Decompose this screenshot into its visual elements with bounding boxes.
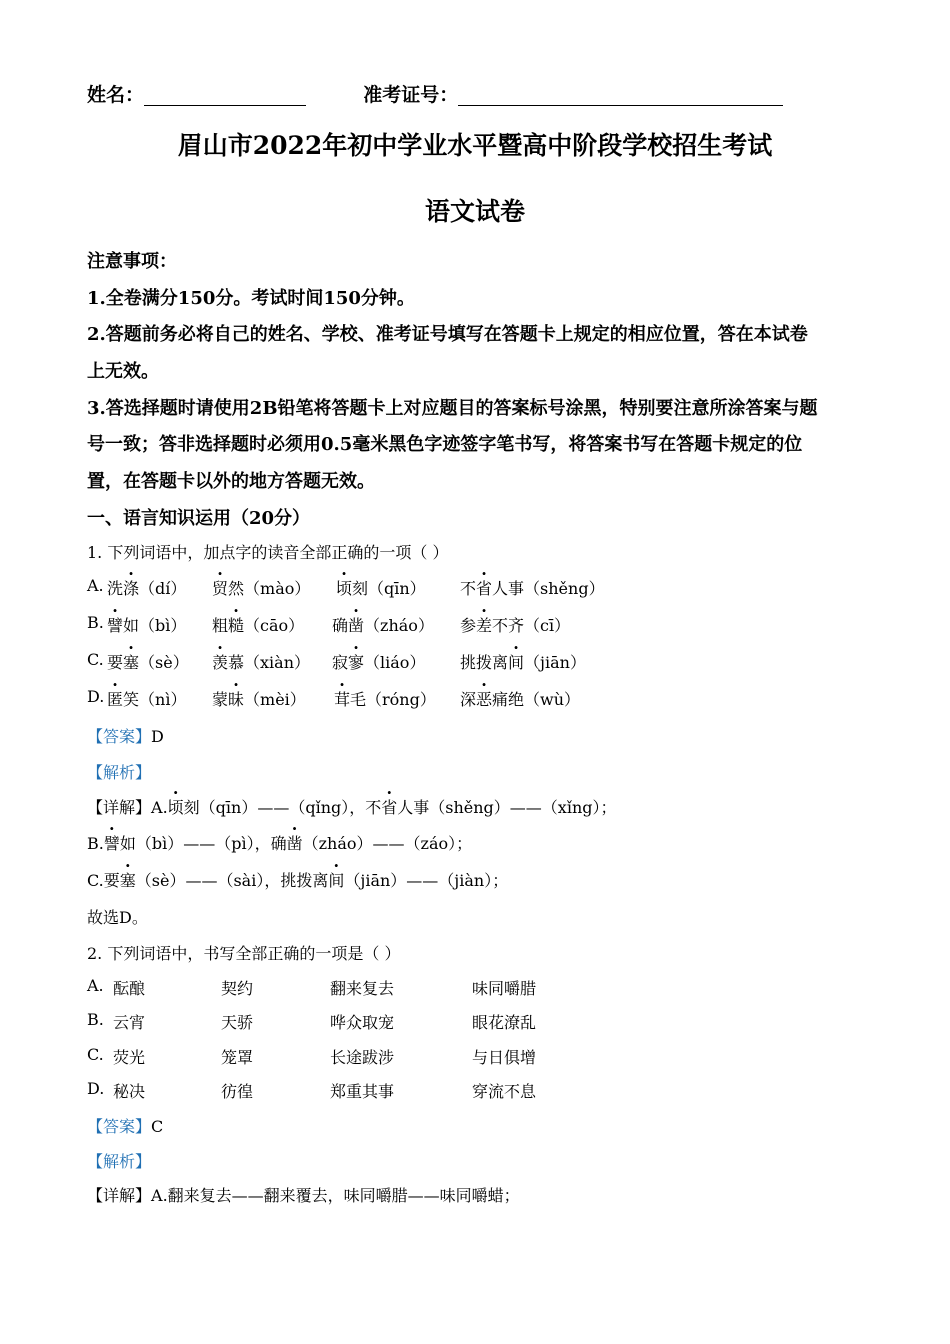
option-word: 秘决 [113,1082,146,1101]
explanation-line: B.譬如（bì）——（pì），确凿（zháo）——（záo）； [87,834,473,853]
option-word: 顷刻（qīn） [336,579,426,598]
section-heading: 一、语言知识运用（20分） [87,508,311,529]
page-subtitle: 语文试卷 [424,197,525,226]
option-word: 确凿（zháo） [332,616,434,635]
answer-tag: 【答案】 [87,1117,152,1136]
answer-value: C [151,1117,164,1136]
notice-line: 号一致；答非选择题时必须用0.5毫米黑色字迹签字笔书写，将答案书写在答题卡规定的位 [87,434,803,455]
option-word: 参差不齐（cī） [460,616,571,635]
conclusion-line: 故选D。 [87,908,148,927]
option-word: 穿流不息 [472,1082,537,1101]
option-label: A. [87,976,104,995]
notice-heading: 注意事项： [87,251,177,272]
option-word: 要塞（sè） [107,653,189,672]
option-label: D. [87,687,105,706]
option-word: 粗糙（cāo） [212,616,305,635]
option-label: C. [87,1045,104,1064]
option-label: B. [87,613,104,632]
option-word: 长途跋涉 [330,1048,395,1067]
explanation-line: C.要塞（sè）——（sài），挑拨离间（jiān）——（jiàn）； [87,871,509,890]
explanation-line: 【详解】A.翻来复去——翻来覆去，味同嚼腊——味同嚼蜡； [87,1186,520,1205]
analysis-tag: 【解析】 [87,763,152,782]
analysis-tag: 【解析】 [87,1152,152,1171]
notice-line: 2.答题前务必将自己的姓名、学校、准考证号填写在答题卡上规定的相应位置，答在本试卷 [87,324,808,345]
notice-line: 上无效。 [87,361,159,382]
option-word: 寂寥（liáo） [332,653,426,672]
option-word: 深恶痛绝（wù） [460,690,581,709]
option-label: A. [87,576,104,595]
option-word: 挑拨离间（jiān） [460,653,586,672]
option-word: 茸毛（róng） [334,690,436,709]
answer-line [87,724,164,747]
option-word: 荧光 [113,1048,146,1067]
option-word: 贸然（mào） [212,579,311,598]
option-word: 彷徨 [221,1082,254,1101]
option-label: B. [87,1010,104,1029]
option-word: 羡慕（xiàn） [212,653,311,672]
option-word: 洗涤（dí） [107,579,187,598]
question-stem: 2. 下列词语中，书写全部正确的一项是（ ） [87,944,401,963]
option-word: 云宵 [113,1013,146,1032]
question-stem: 1. 下列词语中，加点字的读音全部正确的一项（ ） [87,543,449,562]
option-label: D. [87,1079,105,1098]
option-word: 味同嚼腊 [472,979,537,998]
name-label: 姓名： [87,84,145,106]
option-word: 不省人事（shěng） [460,579,605,598]
name-blank [144,85,306,106]
option-word: 郑重其事 [330,1082,395,1101]
option-word: 翻来复去 [330,979,395,998]
header-line [87,80,783,107]
option-label: C. [87,650,104,669]
notice-line: 3.答选择题时请使用2B铅笔将答题卡上对应题目的答案标号涂黑，特别要注意所涂答案与题 [87,398,818,419]
answer-tag: 【答案】 [87,727,152,746]
answer-value: D [151,727,164,746]
option-word: 蒙昧（mèi） [212,690,306,709]
option-word: 笼罩 [221,1048,254,1067]
page-title: 眉山市2022年初中学业水平暨高中阶段学校招生考试 [177,131,773,160]
answer-line [87,1114,163,1137]
option-word: 天骄 [221,1013,254,1032]
option-word: 与日俱增 [472,1048,537,1067]
id-blank [458,85,783,106]
option-word: 譬如（bì） [107,616,187,635]
explanation-line: 【详解】A.顷刻（qīn）——（qǐng），不省人事（shěng）——（xǐng）； [87,798,617,817]
notice-line: 置，在答题卡以外的地方答题无效。 [87,471,375,492]
option-word: 匿笑（nì） [107,690,187,709]
option-word: 契约 [221,979,254,998]
notice-line: 1.全卷满分150分。考试时间150分钟。 [87,288,415,309]
option-word: 哗众取宠 [330,1013,395,1032]
option-word: 眼花潦乱 [472,1013,537,1032]
option-word: 酝酿 [113,979,146,998]
id-label: 准考证号： [363,84,459,106]
